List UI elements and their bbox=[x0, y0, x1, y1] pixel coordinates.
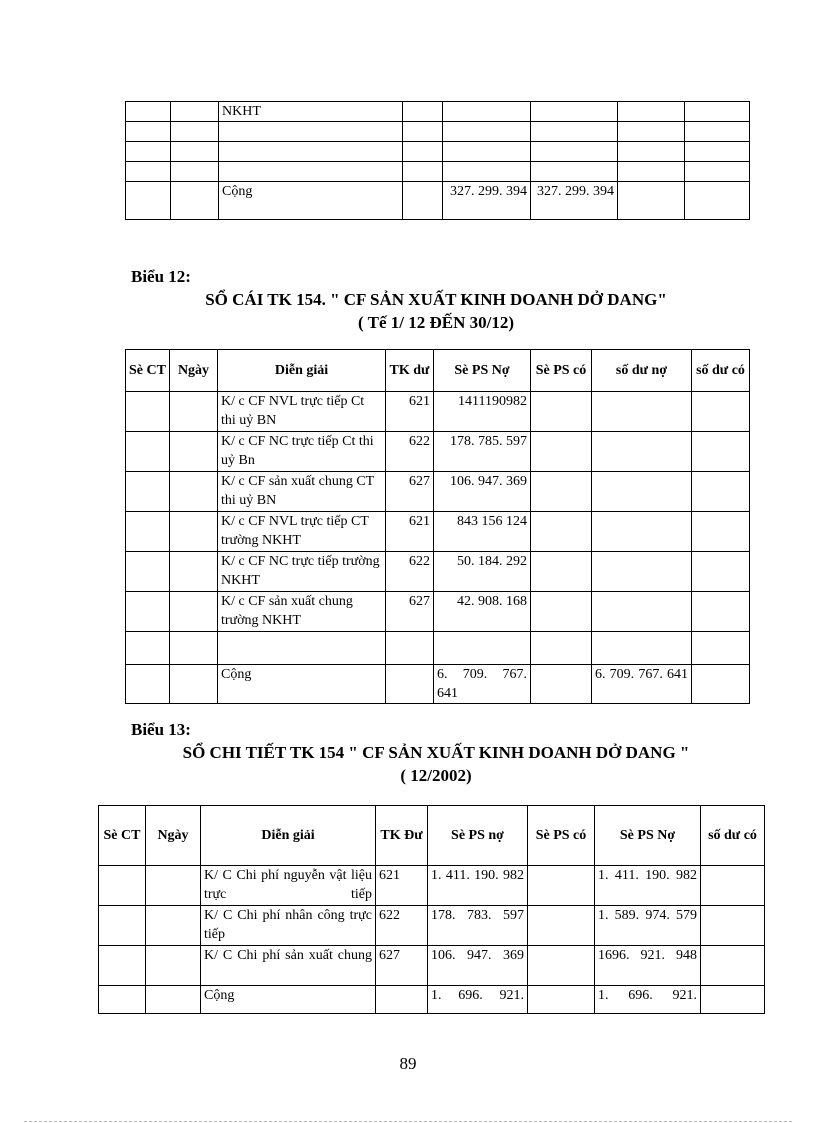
table-cell bbox=[531, 102, 618, 122]
bieu13-label: Biểu 13: bbox=[131, 720, 191, 739]
table-cell: K/ c CF NC trực tiếp Ct thi uỷ Bn bbox=[218, 432, 386, 472]
table-cell bbox=[219, 142, 403, 162]
table-cell: K/ C Chi phí sản xuất chung bbox=[201, 946, 376, 986]
table-cell: 6. 709. 767. 641 bbox=[434, 665, 531, 704]
table-cell bbox=[592, 472, 692, 512]
table-cell: 178. 785. 597 bbox=[434, 432, 531, 472]
table-cell bbox=[386, 632, 434, 665]
table-cell bbox=[618, 142, 685, 162]
table-row bbox=[126, 122, 750, 142]
table-cell bbox=[692, 392, 750, 432]
table-cell: Cộng bbox=[218, 665, 386, 704]
table-cell: Cộng bbox=[219, 182, 403, 220]
bieu13-subtitle: ( 12/2002) bbox=[400, 766, 472, 785]
table-cell bbox=[685, 182, 750, 220]
table-cell: K/ C Chi phí nhân công trực tiếp bbox=[201, 906, 376, 946]
table-cell bbox=[531, 142, 618, 162]
table-cell bbox=[443, 162, 531, 182]
table-cell bbox=[528, 986, 595, 1014]
table-cell: 1. 696. 921. bbox=[428, 986, 528, 1014]
bieu12-label: Biểu 12: bbox=[131, 267, 191, 286]
table-cell bbox=[126, 392, 170, 432]
table-cell bbox=[126, 552, 170, 592]
table-cell bbox=[701, 866, 765, 906]
table-row bbox=[126, 162, 750, 182]
table-cell bbox=[218, 632, 386, 665]
table-row bbox=[126, 102, 750, 122]
column-header: Sè PS có bbox=[531, 350, 592, 392]
column-header: số dư có bbox=[701, 806, 765, 866]
table-cell bbox=[531, 162, 618, 182]
table-cell bbox=[170, 665, 218, 704]
table-cell bbox=[170, 432, 218, 472]
table-cell bbox=[99, 906, 146, 946]
column-header: số dư nợ bbox=[592, 350, 692, 392]
table-cell bbox=[171, 182, 219, 220]
table-cell bbox=[434, 632, 531, 665]
table-row bbox=[99, 946, 765, 986]
continuation-table bbox=[125, 101, 750, 220]
table-cell: 327. 299. 394 bbox=[531, 182, 618, 220]
table-cell bbox=[146, 906, 201, 946]
table-cell bbox=[126, 162, 171, 182]
table-cell bbox=[126, 142, 171, 162]
table-cell bbox=[692, 472, 750, 512]
column-header: TK dư bbox=[386, 350, 434, 392]
table-cell bbox=[126, 592, 170, 632]
table-cell bbox=[403, 102, 443, 122]
table-cell bbox=[701, 906, 765, 946]
table-cell bbox=[692, 552, 750, 592]
table-cell bbox=[386, 665, 434, 704]
table-cell bbox=[170, 392, 218, 432]
table-cell bbox=[146, 866, 201, 906]
table-cell bbox=[171, 162, 219, 182]
table-cell bbox=[146, 986, 201, 1014]
table-cell bbox=[531, 632, 592, 665]
table-cell bbox=[531, 472, 592, 512]
column-header: Diễn giải bbox=[218, 350, 386, 392]
table-cell bbox=[618, 122, 685, 142]
table-cell bbox=[701, 946, 765, 986]
table-cell bbox=[692, 632, 750, 665]
table-cell bbox=[171, 102, 219, 122]
column-header: Sè CT bbox=[99, 806, 146, 866]
table-cell: K/ C Chi phí nguyễn vật liệu trực tiếp bbox=[201, 866, 376, 906]
table-cell bbox=[685, 102, 750, 122]
table-cell bbox=[592, 552, 692, 592]
table-cell: NKHT bbox=[219, 102, 403, 122]
table-cell: 627 bbox=[386, 592, 434, 632]
detail-table bbox=[98, 805, 765, 1014]
table-cell: 1411190982 bbox=[434, 392, 531, 432]
table-row bbox=[126, 592, 750, 632]
table-cell bbox=[99, 946, 146, 986]
table-row bbox=[126, 632, 750, 665]
table-cell bbox=[219, 162, 403, 182]
table-cell: 327. 299. 394 bbox=[443, 182, 531, 220]
table-row bbox=[99, 866, 765, 906]
table-cell bbox=[376, 986, 428, 1014]
table-cell: 106. 947. 369 bbox=[428, 946, 528, 986]
table-cell: K/ c CF NVL trực tiếp CT trường NKHT bbox=[218, 512, 386, 552]
table-cell bbox=[126, 182, 171, 220]
column-header: Sè PS Nợ bbox=[434, 350, 531, 392]
table-cell bbox=[170, 512, 218, 552]
table-cell: K/ c CF sản xuất chung trường NKHT bbox=[218, 592, 386, 632]
table-cell bbox=[685, 122, 750, 142]
table-cell bbox=[531, 512, 592, 552]
table-cell bbox=[692, 432, 750, 472]
bieu13-title: SỔ CHI TIẾT TK 154 " CF SẢN XUẤT KINH DOANH DỞ DANG " bbox=[182, 743, 690, 762]
table-cell: 621 bbox=[386, 392, 434, 432]
table-row bbox=[126, 142, 750, 162]
page-number: 89 bbox=[399, 1054, 417, 1073]
table-cell bbox=[592, 432, 692, 472]
table-cell bbox=[171, 122, 219, 142]
table-cell bbox=[685, 142, 750, 162]
table-cell bbox=[701, 986, 765, 1014]
column-header: Sè PS nợ bbox=[428, 806, 528, 866]
table-cell bbox=[170, 472, 218, 512]
table-cell bbox=[528, 946, 595, 986]
table-cell bbox=[592, 392, 692, 432]
table-cell bbox=[692, 592, 750, 632]
table-row bbox=[99, 986, 765, 1014]
table-cell: 178. 783. 597 bbox=[428, 906, 528, 946]
table-cell bbox=[618, 182, 685, 220]
table-cell bbox=[531, 592, 592, 632]
table-cell: 622 bbox=[376, 906, 428, 946]
table-cell: 621 bbox=[386, 512, 434, 552]
column-header: Sè PS có bbox=[528, 806, 595, 866]
table-cell bbox=[592, 632, 692, 665]
table-cell: K/ c CF sản xuất chung CT thi uỷ BN bbox=[218, 472, 386, 512]
table-cell bbox=[126, 512, 170, 552]
table-cell bbox=[685, 162, 750, 182]
table-cell bbox=[99, 986, 146, 1014]
table-cell bbox=[146, 946, 201, 986]
table-row bbox=[126, 552, 750, 592]
column-header: Ngày bbox=[146, 806, 201, 866]
table-cell bbox=[126, 632, 170, 665]
table-cell bbox=[170, 592, 218, 632]
bieu12-subtitle: ( Tế 1/ 12 ĐẾN 30/12) bbox=[358, 313, 514, 332]
table-cell: 42. 908. 168 bbox=[434, 592, 531, 632]
table-cell: 627 bbox=[386, 472, 434, 512]
table-cell: 50. 184. 292 bbox=[434, 552, 531, 592]
table-cell: 6. 709. 767. 641 bbox=[592, 665, 692, 704]
table-cell bbox=[528, 906, 595, 946]
table-cell: 843 156 124 bbox=[434, 512, 531, 552]
table-cell bbox=[531, 552, 592, 592]
table-cell: 106. 947. 369 bbox=[434, 472, 531, 512]
table-row bbox=[126, 432, 750, 472]
table-cell bbox=[99, 866, 146, 906]
table-cell: 622 bbox=[386, 552, 434, 592]
table-cell bbox=[126, 665, 170, 704]
table-cell: 1. 589. 974. 579 bbox=[595, 906, 701, 946]
column-header: Sè PS Nợ bbox=[595, 806, 701, 866]
table-cell bbox=[403, 182, 443, 220]
column-header: Sè CT bbox=[126, 350, 170, 392]
table-cell bbox=[618, 102, 685, 122]
table-cell bbox=[126, 122, 171, 142]
table-cell bbox=[126, 102, 171, 122]
column-header: Diễn giải bbox=[201, 806, 376, 866]
table-cell bbox=[403, 162, 443, 182]
table-cell bbox=[692, 665, 750, 704]
table-cell bbox=[531, 122, 618, 142]
table-cell bbox=[170, 632, 218, 665]
table-row bbox=[126, 665, 750, 704]
table-cell bbox=[171, 142, 219, 162]
table-cell bbox=[531, 432, 592, 472]
table-cell bbox=[443, 142, 531, 162]
table-cell: 1. 411. 190. 982 bbox=[428, 866, 528, 906]
table-row bbox=[99, 906, 765, 946]
table-cell: 622 bbox=[386, 432, 434, 472]
table-cell: 1. 696. 921. bbox=[595, 986, 701, 1014]
table-cell bbox=[592, 592, 692, 632]
bieu12-title: SỔ CÁI TK 154. " CF SẢN XUẤT KINH DOANH DỞ DANG" bbox=[205, 290, 667, 309]
table-cell bbox=[531, 665, 592, 704]
table-cell: K/ c CF NVL trực tiếp Ct thi uỷ BN bbox=[218, 392, 386, 432]
table-cell: 627 bbox=[376, 946, 428, 986]
table-cell bbox=[531, 392, 592, 432]
table-cell bbox=[443, 102, 531, 122]
table-cell bbox=[126, 432, 170, 472]
table-cell bbox=[403, 122, 443, 142]
table-cell: Cộng bbox=[201, 986, 376, 1014]
page-bottom-rule bbox=[24, 1121, 792, 1122]
table-row bbox=[126, 472, 750, 512]
table-cell bbox=[528, 866, 595, 906]
table-cell bbox=[403, 142, 443, 162]
table-row bbox=[126, 182, 750, 220]
table-cell bbox=[443, 122, 531, 142]
table-cell bbox=[592, 512, 692, 552]
table-cell: 1696. 921. 948 bbox=[595, 946, 701, 986]
table-cell bbox=[126, 472, 170, 512]
table-cell: 1. 411. 190. 982 bbox=[595, 866, 701, 906]
table-cell bbox=[219, 122, 403, 142]
column-header: Ngày bbox=[170, 350, 218, 392]
table-cell: 621 bbox=[376, 866, 428, 906]
table-cell: K/ c CF NC trực tiếp trường NKHT bbox=[218, 552, 386, 592]
column-header: TK Đư bbox=[376, 806, 428, 866]
table-row bbox=[126, 512, 750, 552]
table-cell bbox=[692, 512, 750, 552]
table-cell bbox=[618, 162, 685, 182]
table-row bbox=[126, 392, 750, 432]
column-header: số dư có bbox=[692, 350, 750, 392]
table-cell bbox=[170, 552, 218, 592]
ledger-table bbox=[125, 349, 750, 704]
